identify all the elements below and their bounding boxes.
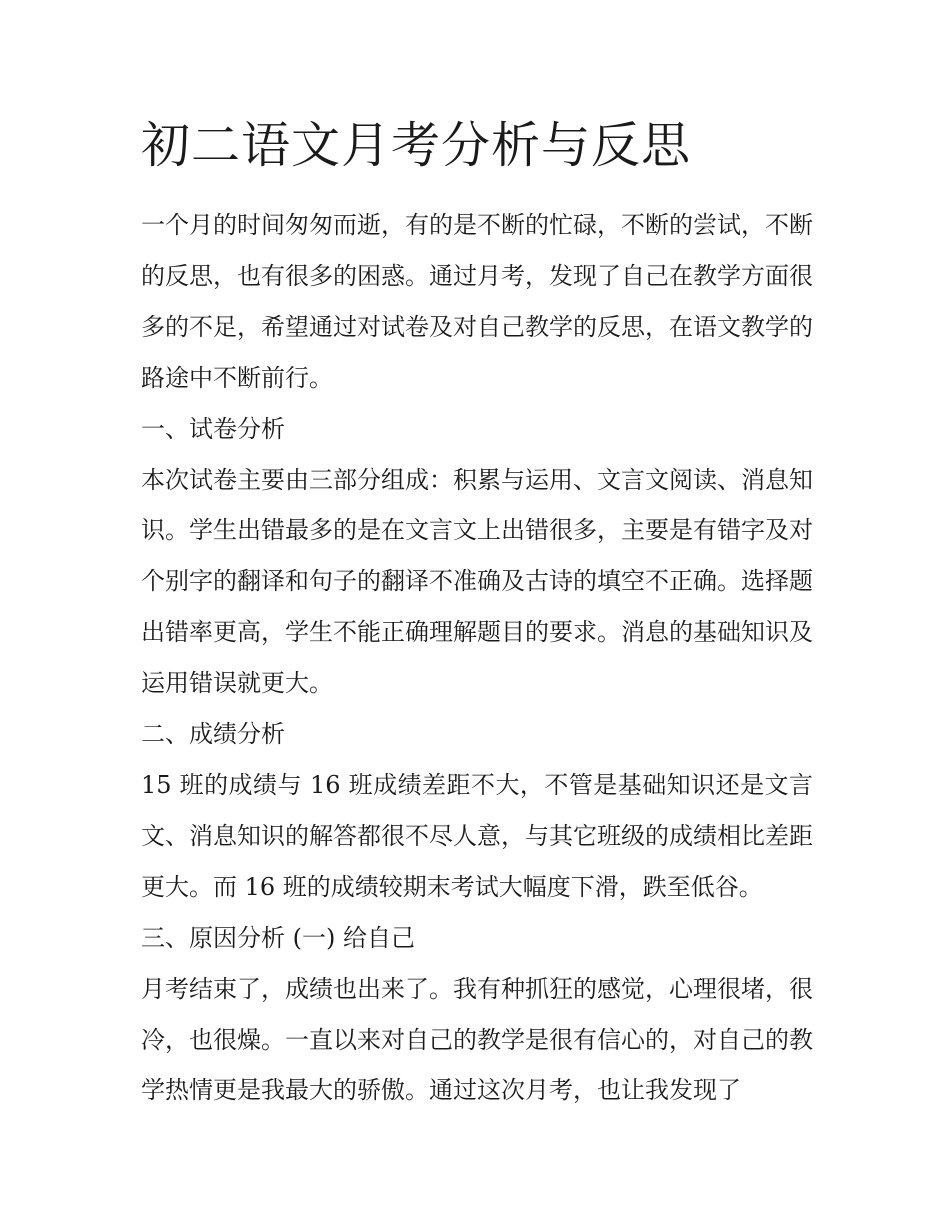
exam-analysis-paragraph: 本次试卷主要由三部分组成：积累与运用、文言文阅读、消息知识。学生出错最多的是在文言文上出错很多，主要是有错字及对个别字的翻译和句子的翻译不准确及古诗的填空不正确。选择题出错率更高，学生不能正确理解题目的要求。消息的基础知识及运用错误就更大。 [141,465,813,698]
section-heading-exam-analysis: 一、试卷分析 [141,414,285,443]
section-heading-cause-analysis: 三、原因分析 (一) 给自己 [141,923,415,952]
cause-analysis-paragraph: 月考结束了，成绩也出来了。我有种抓狂的感觉，心理很堵，很冷，也很燥。一直以来对自己的教学是很有信心的，对自己的教学热情更是我最大的骄傲。通过这次月考，也让我发现了 [141,974,813,1105]
document-title: 初二语文月考分析与反思 [141,117,692,174]
document-page [141,112,813,1116]
section-heading-score-analysis: 二、成绩分析 [141,720,285,749]
intro-paragraph: 一个月的时间匆匆而逝，有的是不断的忙碌，不断的尝试，不断的反思，也有很多的困惑。通过月考，发现了自己在教学方面很多的不足，希望通过对试卷及对自己教学的反思，在语文教学的路途中不断前行。 [141,211,813,392]
score-analysis-paragraph: 15 班的成绩与 16 班成绩差距不大，不管是基础知识还是文言文、消息知识的解答都很不尽人意，与其它班级的成绩相比差距更大。而 16 班的成绩较期末考试大幅度下滑，跌至低谷。 [141,770,813,901]
